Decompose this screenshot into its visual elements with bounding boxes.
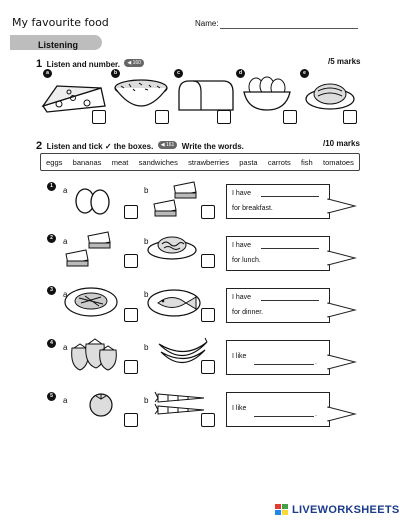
answer-blank[interactable] xyxy=(254,364,314,365)
eggs-image xyxy=(73,186,113,216)
option-a-label: a xyxy=(63,343,68,352)
sentence-end: for dinner. xyxy=(232,309,264,316)
word-item: pasta xyxy=(239,157,258,167)
item-letter-b: b xyxy=(111,69,120,78)
option-a-label: a xyxy=(63,290,68,299)
option-a-label: a xyxy=(63,186,68,195)
roast-meat-image xyxy=(304,77,356,111)
part1-answer-box-b[interactable] xyxy=(155,110,169,124)
option-b-label: b xyxy=(144,237,149,246)
tick-box-a[interactable] xyxy=(124,413,138,427)
item-letter-d: d xyxy=(236,69,245,78)
sentence-end: . xyxy=(315,359,317,366)
word-item: bananas xyxy=(72,157,102,167)
answer-blank[interactable] xyxy=(261,196,319,197)
answer-blank[interactable] xyxy=(254,416,314,417)
answer-bubble xyxy=(226,236,330,271)
strawberries-image xyxy=(66,334,120,372)
word-item: strawberries xyxy=(188,157,229,167)
option-a-label: a xyxy=(63,396,68,405)
option-b-label: b xyxy=(144,290,149,299)
question-number: 1 xyxy=(47,182,56,191)
tick-box-b[interactable] xyxy=(201,205,215,219)
word-item: sandwiches xyxy=(138,157,178,167)
option-a-label: a xyxy=(63,237,68,246)
word-item: meat xyxy=(111,157,129,167)
tick-box-b[interactable] xyxy=(201,413,215,427)
tick-box-a[interactable] xyxy=(124,360,138,374)
worksheet-title: My favourite food xyxy=(12,16,109,29)
bubble-tail xyxy=(327,404,359,424)
part1-marks: /5 marks xyxy=(328,57,361,66)
tick-box-b[interactable] xyxy=(201,254,215,268)
item-letter-e: e xyxy=(300,69,309,78)
section-bar xyxy=(10,35,102,50)
bubble-tail xyxy=(327,248,359,268)
part2-marks: /10 marks xyxy=(323,139,360,148)
word-item: tomatoes xyxy=(322,157,354,167)
question-number: 4 xyxy=(47,339,56,348)
rice-bowl-image xyxy=(111,74,171,114)
part2-title-words: Write the words. xyxy=(181,142,244,151)
item-letter-a: a xyxy=(43,69,52,78)
tick-box-a[interactable] xyxy=(124,254,138,268)
sentence-start: I have xyxy=(232,190,252,197)
name-label: Name: xyxy=(195,19,219,28)
tick-box-a[interactable] xyxy=(124,308,138,322)
sentence-start: I have xyxy=(232,294,252,301)
liveworksheets-logo-icon xyxy=(275,504,289,516)
answer-bubble xyxy=(226,184,330,219)
answer-bubble xyxy=(226,392,330,427)
item-letter-c: c xyxy=(174,69,183,78)
word-item: eggs xyxy=(46,157,63,167)
part2-header xyxy=(36,136,244,154)
answer-bubble xyxy=(226,288,330,323)
part1-header xyxy=(36,54,144,72)
steak-plate-image xyxy=(63,284,119,320)
audio-icon[interactable]: ◀ 161 xyxy=(158,141,178,149)
sentence-end: . xyxy=(315,411,317,418)
part1-title: Listen and number. xyxy=(46,60,120,69)
sentence-end: for lunch. xyxy=(232,257,261,264)
section-title: Listening xyxy=(38,40,78,50)
tick-box-a[interactable] xyxy=(124,205,138,219)
brand-name: LIVEWORKSHEETS xyxy=(292,504,400,516)
answer-blank[interactable] xyxy=(261,300,319,301)
part1-answer-box-d[interactable] xyxy=(283,110,297,124)
part1-answer-box-c[interactable] xyxy=(217,110,231,124)
carrots-image xyxy=(154,386,208,420)
sentence-start: I like xyxy=(232,353,247,360)
part1-answer-box-a[interactable] xyxy=(92,110,106,124)
question-number: 2 xyxy=(47,234,56,243)
answer-bubble xyxy=(226,340,330,375)
bubble-tail xyxy=(327,352,359,372)
part1-number: 1 xyxy=(36,58,43,70)
tomato-image xyxy=(86,388,116,418)
word-bank xyxy=(40,153,360,171)
bubble-tail xyxy=(327,300,359,320)
sentence-end: for breakfast. xyxy=(232,205,273,212)
part2-number: 2 xyxy=(36,140,43,152)
pasta-plate-image xyxy=(146,232,198,262)
sandwiches-image xyxy=(62,230,116,272)
tick-box-b[interactable] xyxy=(201,360,215,374)
option-b-label: b xyxy=(144,343,149,352)
audio-icon[interactable]: ◀ 160 xyxy=(124,59,144,67)
footer-brand xyxy=(275,504,400,516)
question-number: 3 xyxy=(47,286,56,295)
option-b-label: b xyxy=(144,396,149,405)
answer-blank[interactable] xyxy=(261,248,319,249)
bread-image xyxy=(175,78,237,114)
word-item: carrots xyxy=(267,157,291,167)
sentence-start: I like xyxy=(232,405,247,412)
eggs-bowl-image xyxy=(240,74,294,112)
part1-answer-box-e[interactable] xyxy=(343,110,357,124)
fish-plate-image xyxy=(146,286,206,318)
sentence-start: I have xyxy=(232,242,252,249)
part2-title: Listen and tick ✓ the boxes. xyxy=(46,142,154,151)
tick-box-b[interactable] xyxy=(201,308,215,322)
word-item: fish xyxy=(301,157,313,167)
sandwiches-image xyxy=(150,180,200,222)
name-field[interactable] xyxy=(220,28,358,29)
option-b-label: b xyxy=(144,186,149,195)
question-number: 5 xyxy=(47,392,56,401)
bubble-tail xyxy=(327,196,359,216)
